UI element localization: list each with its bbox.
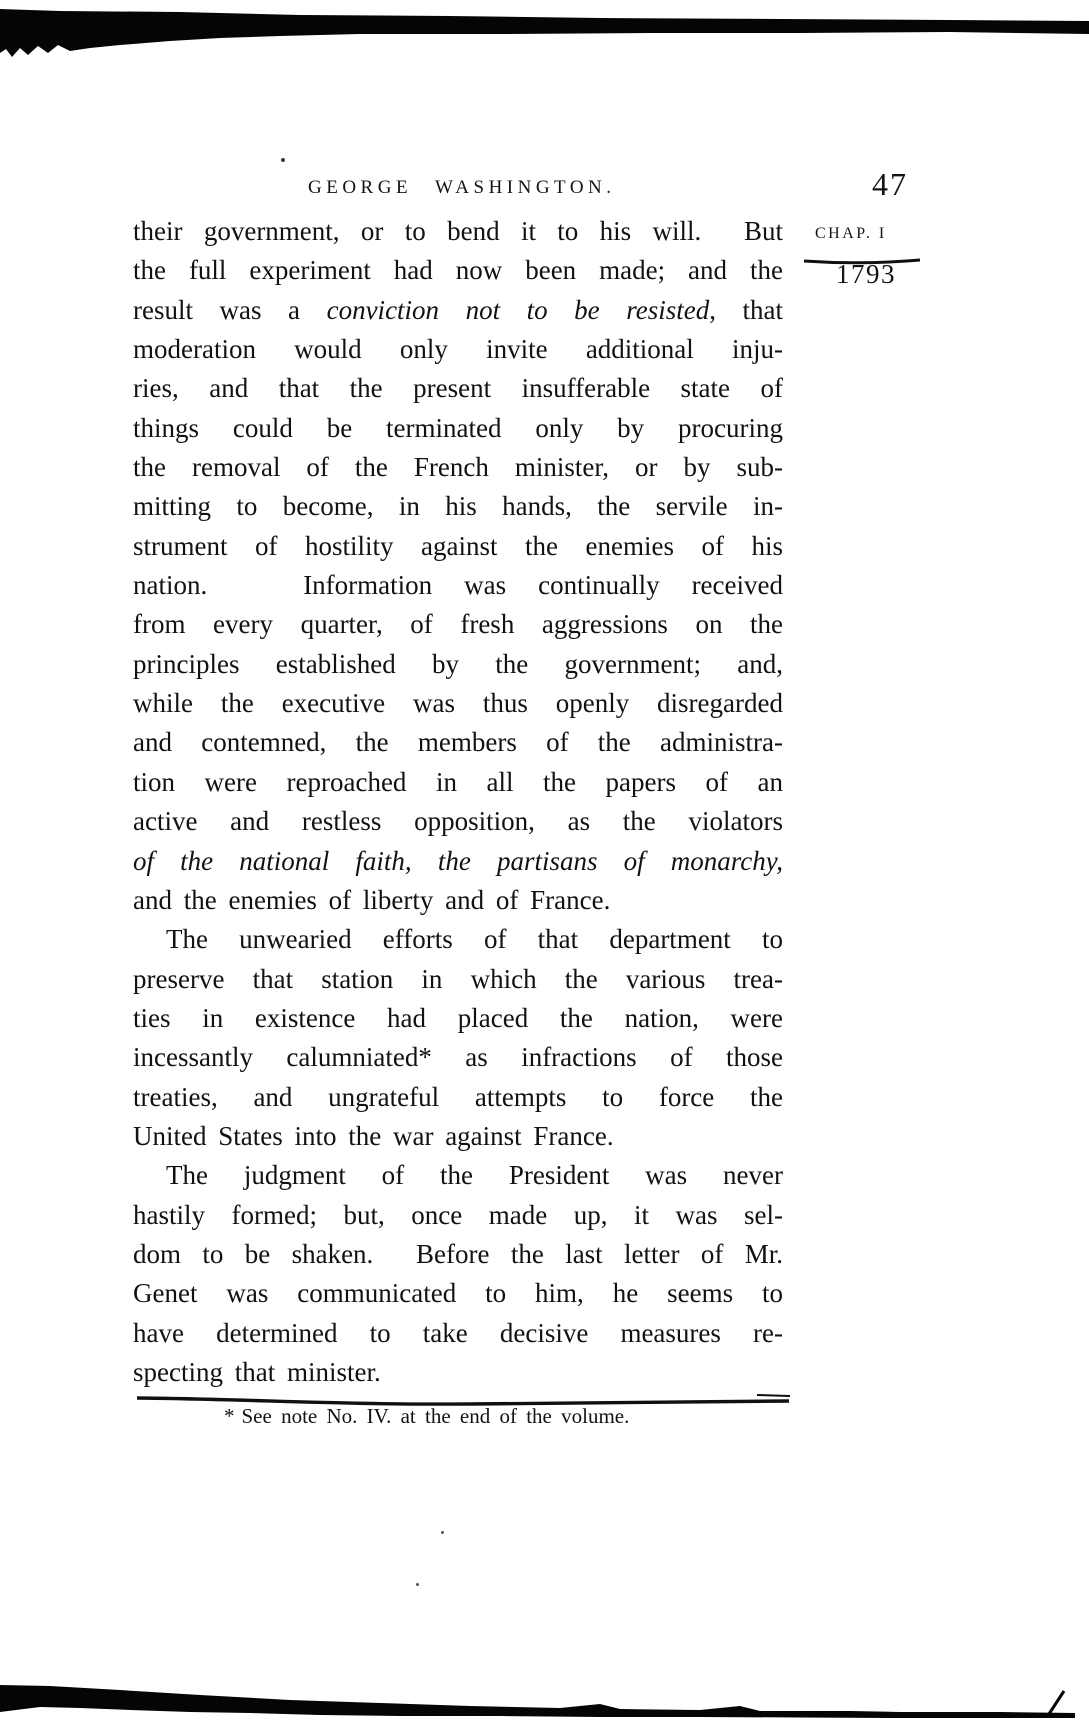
body-line <box>133 605 783 644</box>
body-line <box>133 487 783 526</box>
body-segment: result was a <box>133 294 327 325</box>
ink-speck <box>441 1531 444 1534</box>
body-line <box>133 999 783 1038</box>
body-segment: hastily formed; but, once made up, it was sel- <box>133 1199 783 1230</box>
body-line <box>133 409 783 448</box>
body-line <box>133 763 783 802</box>
body-segment: nation. Information was continually received <box>133 570 783 601</box>
top-edge-scan-bar <box>0 9 1089 57</box>
body-segment: , that <box>709 294 783 325</box>
bottom-right-slash-mark <box>1047 1691 1064 1717</box>
body-segment: The unwearied efforts of that department to <box>166 924 783 955</box>
body-line <box>133 645 783 684</box>
body-segment: active and restless opposition, as the violators <box>133 806 783 837</box>
body-line <box>133 802 783 841</box>
body-line <box>133 212 783 251</box>
body-line <box>133 1353 783 1392</box>
body-segment: the removal of the French minister, or by sub- <box>133 452 783 483</box>
body-line <box>133 330 783 369</box>
body-segment: the full experiment had now been made; and the <box>133 255 783 286</box>
body-line <box>133 527 783 566</box>
body-segment: dom to be shaken. Before the last letter of Mr. <box>133 1238 783 1269</box>
body-segment-italic: of the national faith, the partisans of monarchy, <box>133 845 783 876</box>
bottom-edge-scan-bar <box>0 1685 1075 1718</box>
footnote-body: See note No. IV. at the end of the volume. <box>241 1404 630 1428</box>
body-line <box>133 1235 783 1274</box>
running-title: GEORGE WASHINGTON. <box>308 177 616 198</box>
body-segment: principles established by the government; and, <box>133 648 783 679</box>
body-line <box>133 723 783 762</box>
margin-chapter-label: CHAP. I <box>815 225 887 242</box>
body-line <box>133 684 783 723</box>
body-line <box>133 920 783 959</box>
body-segment: from every quarter, of fresh aggressions on the <box>133 609 783 640</box>
ink-speck <box>416 1583 419 1586</box>
body-line <box>133 1078 783 1117</box>
body-segment: and the enemies of liberty and of France. <box>133 884 611 915</box>
body-line <box>133 881 783 920</box>
body-segment: preserve that station in which the various trea- <box>133 963 783 994</box>
body-line <box>133 842 783 881</box>
margin-year-label: 1793 <box>836 259 896 289</box>
body-segment: tion were reproached in all the papers of an <box>133 766 783 797</box>
body-segment: treaties, and ungrateful attempts to force the <box>133 1081 783 1112</box>
body-line <box>133 1274 783 1313</box>
body-line <box>133 251 783 290</box>
footnote-text <box>224 1402 629 1430</box>
footnote-rule-double-end <box>757 1395 790 1396</box>
body-line <box>133 1196 783 1235</box>
body-segment: while the executive was thus openly disregarded <box>133 688 783 719</box>
body-line <box>133 1117 783 1156</box>
body-segment: their government, or to bend it to his will. But <box>133 216 783 246</box>
body-segment: ries, and that the present insufferable state of <box>133 373 783 404</box>
body-segment: ties in existence had placed the nation, were <box>133 1002 783 1033</box>
body-line <box>133 1156 783 1195</box>
body-segment: and contemned, the members of the administra- <box>133 727 783 758</box>
body-text <box>133 212 783 1392</box>
body-segment-italic: conviction not to be resisted <box>326 294 710 325</box>
body-line <box>133 448 783 487</box>
body-segment: have determined to take decisive measures re- <box>133 1317 783 1348</box>
body-line <box>133 369 783 408</box>
body-line <box>133 1038 783 1077</box>
body-segment: incessantly calumniated* as infractions of those <box>133 1042 783 1073</box>
body-segment: things could be terminated only by procuring <box>133 412 783 443</box>
body-segment: moderation would only invite additional inju- <box>133 334 783 365</box>
body-line <box>133 960 783 999</box>
body-segment: strument of hostility against the enemies of his <box>133 530 783 561</box>
ink-speck <box>281 158 285 162</box>
body-segment: The judgment of the President was never <box>166 1160 783 1191</box>
body-line <box>133 566 783 605</box>
page-number: 47 <box>872 166 908 202</box>
body-segment: specting that minister. <box>133 1356 381 1387</box>
body-line <box>133 1314 783 1353</box>
body-segment: Genet was communicated to him, he seems to <box>133 1278 783 1309</box>
body-segment: mitting to become, in his hands, the servile in- <box>133 491 783 522</box>
body-segment: United States into the war against France. <box>133 1120 614 1151</box>
body-line <box>133 291 783 330</box>
footnote-marker: * <box>224 1404 235 1428</box>
